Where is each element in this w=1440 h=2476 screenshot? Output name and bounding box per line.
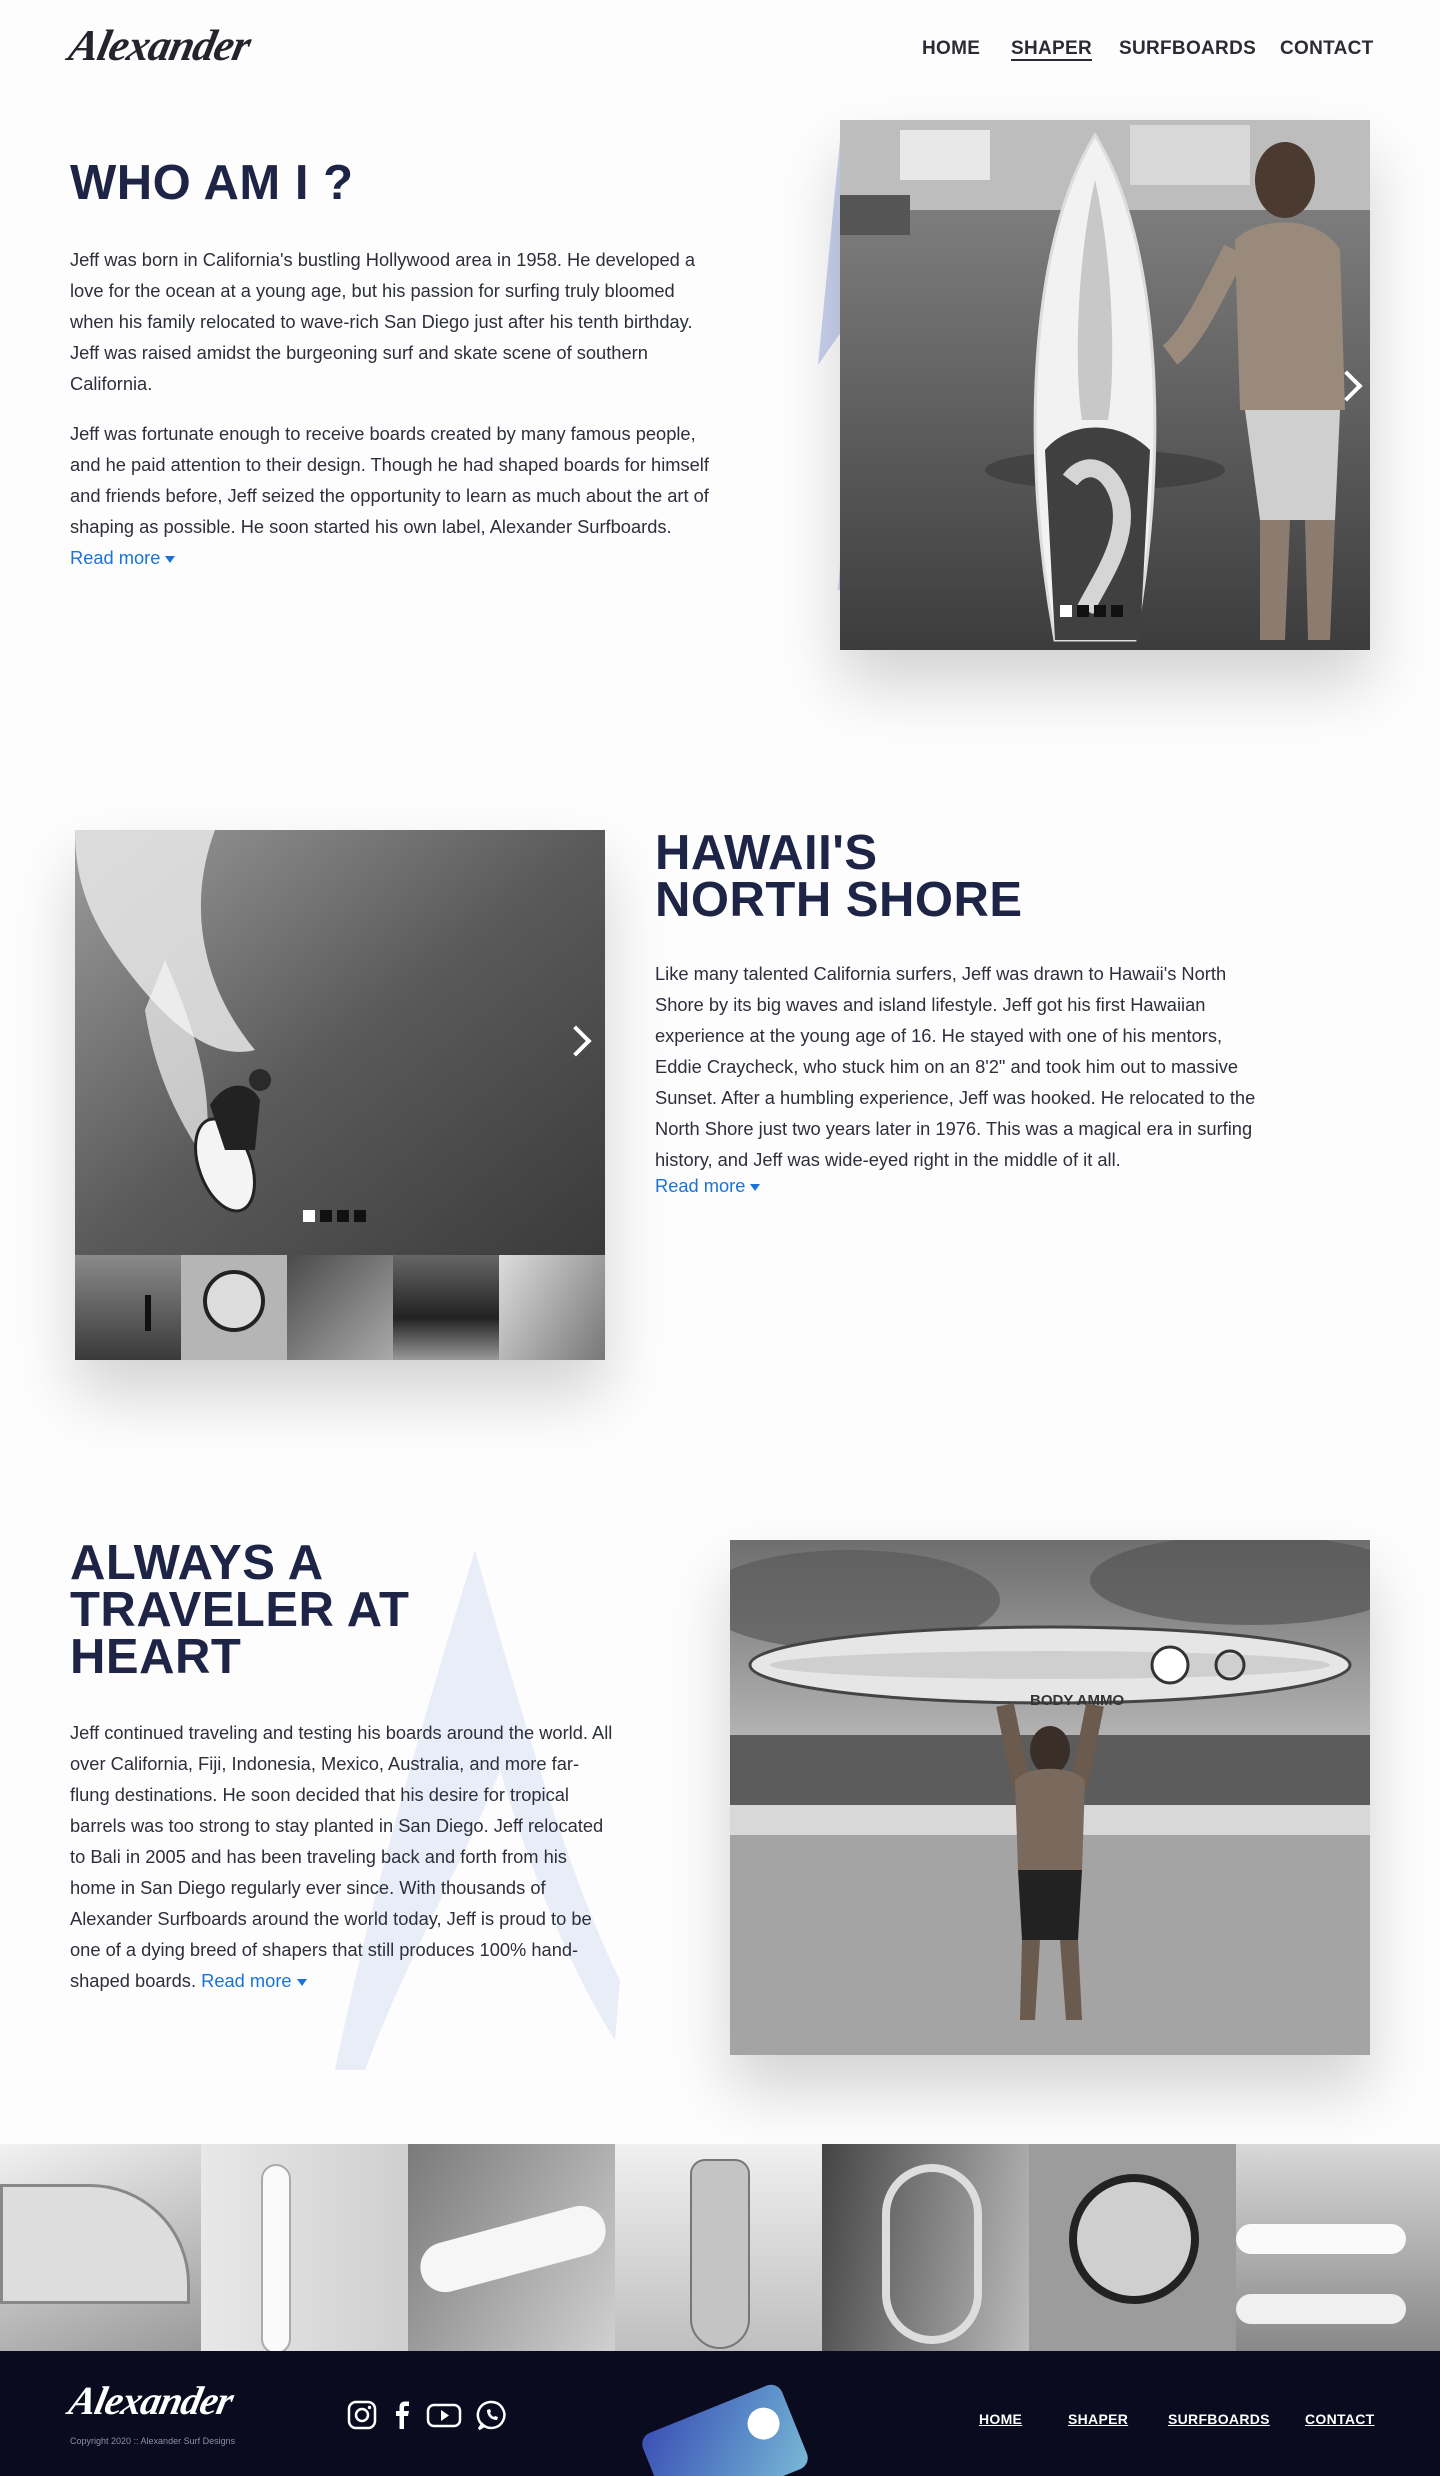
shaper-photo-slider[interactable] bbox=[840, 120, 1370, 650]
slider-thumbnails bbox=[75, 1255, 605, 1360]
gallery-image-fin[interactable] bbox=[0, 2144, 201, 2351]
slider-dot[interactable] bbox=[1060, 605, 1072, 617]
instagram-icon[interactable] bbox=[346, 2399, 378, 2431]
caret-down-icon bbox=[297, 1979, 307, 1986]
footer-nav-home[interactable]: HOME bbox=[979, 2411, 1023, 2427]
slider-dots bbox=[1060, 605, 1123, 617]
card-badge-icon bbox=[743, 2403, 785, 2445]
copyright-text: Copyright 2020 :: Alexander Surf Designs bbox=[70, 2436, 236, 2446]
surfer-riding-wave-photo bbox=[75, 830, 605, 1255]
slider-dot[interactable] bbox=[1111, 605, 1123, 617]
traveler-photo bbox=[730, 1540, 1370, 2055]
slider-dot[interactable] bbox=[1094, 605, 1106, 617]
slider-dots bbox=[303, 1210, 366, 1222]
section-title-traveler: ALWAYS A TRAVELER AT HEART bbox=[70, 1536, 410, 1684]
traveler-paragraph bbox=[70, 1717, 615, 1996]
facebook-icon[interactable] bbox=[386, 2399, 418, 2431]
slider-dot[interactable] bbox=[354, 1210, 366, 1222]
brand-logo[interactable]: Alexander bbox=[64, 21, 255, 70]
man-holding-surfboard-photo bbox=[730, 1540, 1370, 2055]
nav-contact[interactable]: CONTACT bbox=[1280, 38, 1374, 59]
gallery-image-logo-board[interactable] bbox=[1029, 2144, 1236, 2351]
nav-home[interactable]: HOME bbox=[922, 38, 981, 59]
nav-surfboards[interactable]: SURFBOARDS bbox=[1119, 38, 1257, 59]
decorative-card-graphic bbox=[639, 2381, 812, 2476]
thumbnail-logo-board[interactable] bbox=[181, 1255, 287, 1360]
shaper-with-surfboard-photo bbox=[840, 120, 1370, 650]
slider-dot[interactable] bbox=[303, 1210, 315, 1222]
surfboard-gallery-strip bbox=[0, 2144, 1440, 2351]
footer-logo[interactable]: Alexander bbox=[65, 2378, 237, 2423]
youtube-icon[interactable] bbox=[426, 2399, 462, 2431]
slider-dot[interactable] bbox=[337, 1210, 349, 1222]
thumbnail-beach-collage[interactable] bbox=[393, 1255, 499, 1360]
traveler-paragraph-text: Jeff continued traveling and testing his boards around the world. All over California, Fiji, Indonesia, Mexico, Australia, and more far-flung destinations. He soon decided that his desire for tropical barrels was too strong to stay planted in San Diego. Jeff relocated to Bali in 2005 and has been traveling back and forth from his home in San Diego regularly ever since. With thousands of Alexander Surfboards around the world today, Jeff is proud to be one of a dying breed of shapers that still produces 100% hand-shaped boards. bbox=[70, 1722, 613, 1991]
caret-down-icon bbox=[165, 556, 175, 563]
who-paragraph-2 bbox=[70, 418, 720, 573]
who-paragraph-1: Jeff was born in California's bustling Hollywood area in 1958. He developed a love for the ocean at a young age, but his passion for surfing truly bloomed when his family relocated to wave-rich San Diego just after his tenth birthday. Jeff was raised amidst the burgeoning surf and skate scene of southern California. bbox=[70, 249, 696, 394]
north-shore-paragraph: Like many talented California surfers, Jeff was drawn to Hawaii's North Shore by its big waves and island lifestyle. Jeff got his first Hawaiian experience at the young age of 16. He stayed with one of his mentors, Eddie Craycheck, who stuck him on an 8'2" and took him out to massive Sunset. After a humbling experience, Jeff was hooked. He relocated to the North Shore just two years later in 1976. This was a magical era in surfing history, and Jeff was wide-eyed right in the middle of it all. bbox=[655, 963, 1256, 1170]
gallery-image-board-edges[interactable] bbox=[822, 2144, 1029, 2351]
whatsapp-icon[interactable] bbox=[476, 2399, 508, 2431]
board-brand-text: BODY AMMO bbox=[1030, 1692, 1125, 1709]
who-paragraph-2-text: Jeff was fortunate enough to receive boards created by many famous people, and he paid attention to their design. Though he had shaped boards for himself and friends before, Jeff seized the opportunity to learn as much about the art of shaping as possible. He soon started his own label, Alexander Surfboards. bbox=[70, 423, 709, 537]
slider-dot[interactable] bbox=[320, 1210, 332, 1222]
caret-down-icon bbox=[750, 1184, 760, 1191]
nav-shaper[interactable]: SHAPER bbox=[1011, 38, 1092, 59]
footer-nav-shaper[interactable]: SHAPER bbox=[1068, 2411, 1129, 2427]
north-shore-photo-slider[interactable] bbox=[75, 830, 605, 1360]
read-more-link[interactable]: Read more bbox=[201, 1970, 306, 1991]
read-more-link[interactable]: Read more bbox=[70, 547, 175, 568]
footer-nav-contact[interactable]: CONTACT bbox=[1305, 2411, 1375, 2427]
gallery-image-boards-wall[interactable] bbox=[1236, 2144, 1440, 2351]
read-more-link[interactable]: Read more bbox=[655, 1172, 760, 1200]
footer bbox=[0, 2351, 1440, 2476]
section-title-who-am-i: WHO AM I ? bbox=[70, 156, 354, 210]
thumbnail-surfer-silhouette[interactable] bbox=[75, 1255, 181, 1360]
section-title-north-shore: HAWAII'S NORTH SHORE bbox=[655, 826, 1023, 927]
gallery-image-board-bottom[interactable] bbox=[615, 2144, 822, 2351]
thumbnail-surfer-wave[interactable] bbox=[499, 1255, 605, 1360]
thumbnail-shaper-portrait[interactable] bbox=[287, 1255, 393, 1360]
gallery-image-stacked-boards[interactable] bbox=[408, 2144, 615, 2351]
footer-nav-surfboards[interactable]: SURFBOARDS bbox=[1168, 2411, 1270, 2427]
gallery-image-board-rack[interactable] bbox=[201, 2144, 408, 2351]
slider-dot[interactable] bbox=[1077, 605, 1089, 617]
